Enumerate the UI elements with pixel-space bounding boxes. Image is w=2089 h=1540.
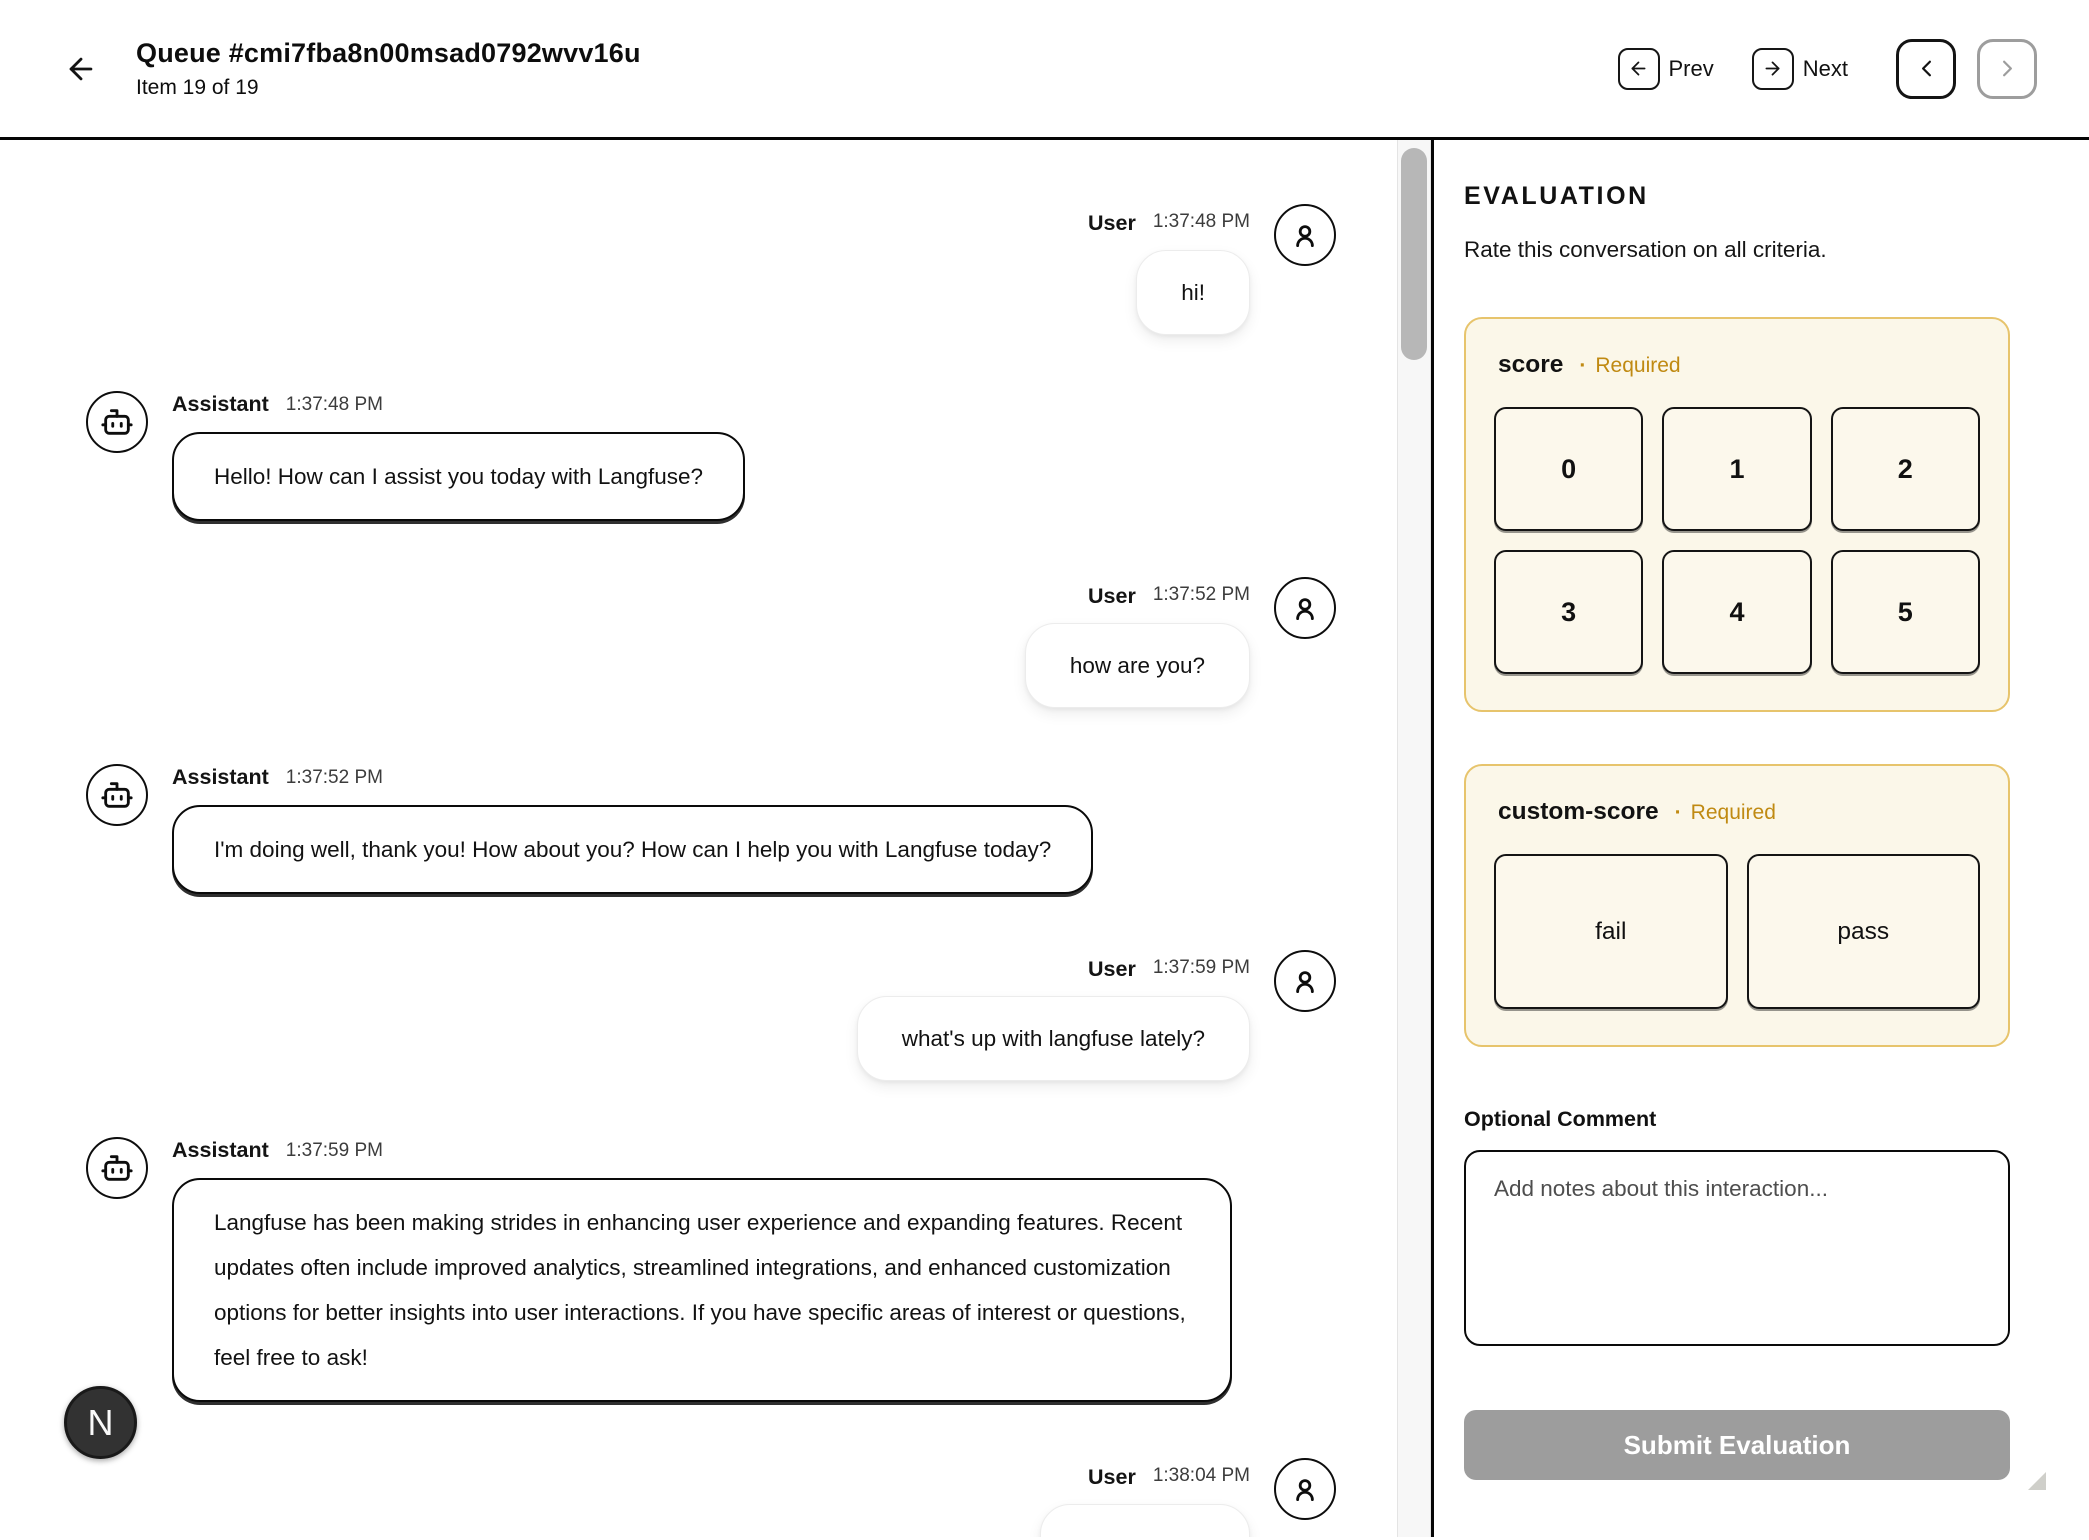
person-icon — [1288, 591, 1322, 625]
option-button-0[interactable]: 0 — [1494, 407, 1643, 531]
title-block — [136, 38, 641, 100]
message-bubble: what's up with langfuse lately? — [857, 996, 1250, 1081]
user-message — [86, 204, 1336, 335]
criterion-options — [1494, 854, 1980, 1009]
chat-scrollbar-track[interactable] — [1397, 140, 1431, 1537]
evaluation-heading: EVALUATION — [1464, 182, 1649, 210]
assistant-message — [86, 1137, 1336, 1402]
message-meta — [172, 765, 1336, 790]
back-button[interactable] — [64, 52, 98, 86]
criterion-card — [1464, 317, 2010, 712]
user-avatar — [1274, 1458, 1336, 1520]
next-button[interactable] — [1752, 48, 1848, 90]
option-button-4[interactable]: 4 — [1662, 550, 1811, 674]
assistant-avatar — [86, 391, 148, 453]
nextjs-logo-letter: N — [87, 1401, 114, 1443]
bot-icon — [100, 1151, 134, 1185]
prev-button[interactable] — [1618, 48, 1714, 90]
message-role: User — [1088, 211, 1136, 235]
message-meta — [172, 392, 1336, 417]
user-avatar — [1274, 950, 1336, 1012]
user-message — [86, 1458, 1336, 1537]
message-role: User — [1088, 584, 1136, 608]
chat-scrollbar-thumb[interactable] — [1401, 148, 1427, 360]
chat-messages — [86, 204, 1336, 1537]
bot-icon — [100, 778, 134, 812]
criterion-name: score — [1498, 351, 1564, 378]
main-area — [0, 140, 2089, 1537]
next-icon-box — [1752, 48, 1794, 90]
bot-icon — [100, 405, 134, 439]
prev-icon-box — [1618, 48, 1660, 90]
message-timestamp: 1:37:48 PM — [285, 393, 383, 415]
comment-label: Optional Comment — [1464, 1107, 1657, 1131]
header-nav — [1618, 39, 2038, 99]
message-bubble: Hello! How can I assist you today with Langfuse? — [172, 432, 745, 521]
criterion-required-badge: · Required — [1675, 801, 1776, 825]
conversation-pane — [0, 140, 1397, 1537]
message-bubble: how are you? — [1025, 623, 1250, 708]
assistant-avatar — [86, 1137, 148, 1199]
nextjs-dev-badge[interactable] — [64, 1386, 137, 1459]
message-meta — [86, 204, 1250, 266]
option-button-fail[interactable]: fail — [1494, 854, 1728, 1009]
message-role: User — [1088, 1465, 1136, 1489]
user-avatar — [1274, 204, 1336, 266]
comment-input[interactable] — [1464, 1150, 2010, 1346]
message-meta — [172, 1138, 1336, 1163]
message-bubble: hi! — [1136, 250, 1250, 335]
assistant-message — [86, 764, 1336, 894]
criterion-card — [1464, 764, 2010, 1047]
criterion-required-badge: · Required — [1579, 354, 1680, 378]
user-avatar — [1274, 577, 1336, 639]
criterion-name: custom-score — [1498, 798, 1659, 825]
user-message — [86, 950, 1336, 1081]
message-role: Assistant — [172, 392, 269, 416]
message-role: User — [1088, 957, 1136, 981]
assistant-message — [86, 391, 1336, 521]
criterion-header — [1494, 351, 1980, 379]
page-forward-button[interactable] — [1977, 39, 2037, 99]
prev-label: Prev — [1668, 55, 1714, 81]
option-button-3[interactable]: 3 — [1494, 550, 1643, 674]
message-bubble — [1040, 1504, 1250, 1537]
resize-grip[interactable] — [2028, 1472, 2046, 1490]
header — [0, 0, 2089, 140]
message-role: Assistant — [172, 1138, 269, 1162]
pager-group — [1896, 39, 2037, 99]
page-title: Queue #cmi7fba8n00msad0792wvv16u — [136, 37, 641, 68]
option-button-5[interactable]: 5 — [1831, 550, 1980, 674]
arrow-right-icon — [1762, 58, 1783, 79]
next-label: Next — [1802, 55, 1848, 81]
criterion-options — [1494, 407, 1980, 674]
evaluation-panel — [1434, 140, 2089, 1537]
person-icon — [1288, 218, 1322, 252]
option-button-2[interactable]: 2 — [1831, 407, 1980, 531]
message-timestamp: 1:37:52 PM — [1152, 584, 1250, 605]
option-button-pass[interactable]: pass — [1747, 854, 1981, 1009]
chevron-left-icon — [1913, 55, 1940, 82]
user-message — [86, 577, 1336, 708]
message-timestamp: 1:37:52 PM — [285, 766, 383, 788]
person-icon — [1288, 964, 1322, 998]
criteria-container — [1464, 317, 2010, 1047]
message-timestamp: 1:37:48 PM — [1152, 211, 1250, 232]
chevron-right-icon — [1994, 55, 2021, 82]
message-bubble: Langfuse has been making strides in enhancing user experience and expanding features. Recent updates often include improved analytics, streamlined integrations, and enhanced customization options for better insights into user interactions. If you have specific areas of interest or questions, feel free to ask! — [172, 1178, 1232, 1402]
item-counter: Item 19 of 19 — [136, 75, 259, 99]
message-timestamp: 1:37:59 PM — [1152, 957, 1250, 978]
criterion-header — [1494, 798, 1980, 826]
evaluation-subheading: Rate this conversation on all criteria. — [1464, 237, 1827, 262]
submit-evaluation-button[interactable]: Submit Evaluation — [1464, 1410, 2010, 1480]
message-timestamp: 1:38:04 PM — [1152, 1465, 1250, 1486]
assistant-avatar — [86, 764, 148, 826]
arrow-left-icon — [1628, 58, 1649, 79]
message-bubble: I'm doing well, thank you! How about you? How can I help you with Langfuse today? — [172, 805, 1093, 894]
page-back-button[interactable] — [1896, 39, 1956, 99]
option-button-1[interactable]: 1 — [1662, 407, 1811, 531]
person-icon — [1288, 1472, 1322, 1506]
arrow-left-icon — [64, 52, 98, 86]
message-role: Assistant — [172, 765, 269, 789]
message-timestamp: 1:37:59 PM — [285, 1139, 383, 1161]
